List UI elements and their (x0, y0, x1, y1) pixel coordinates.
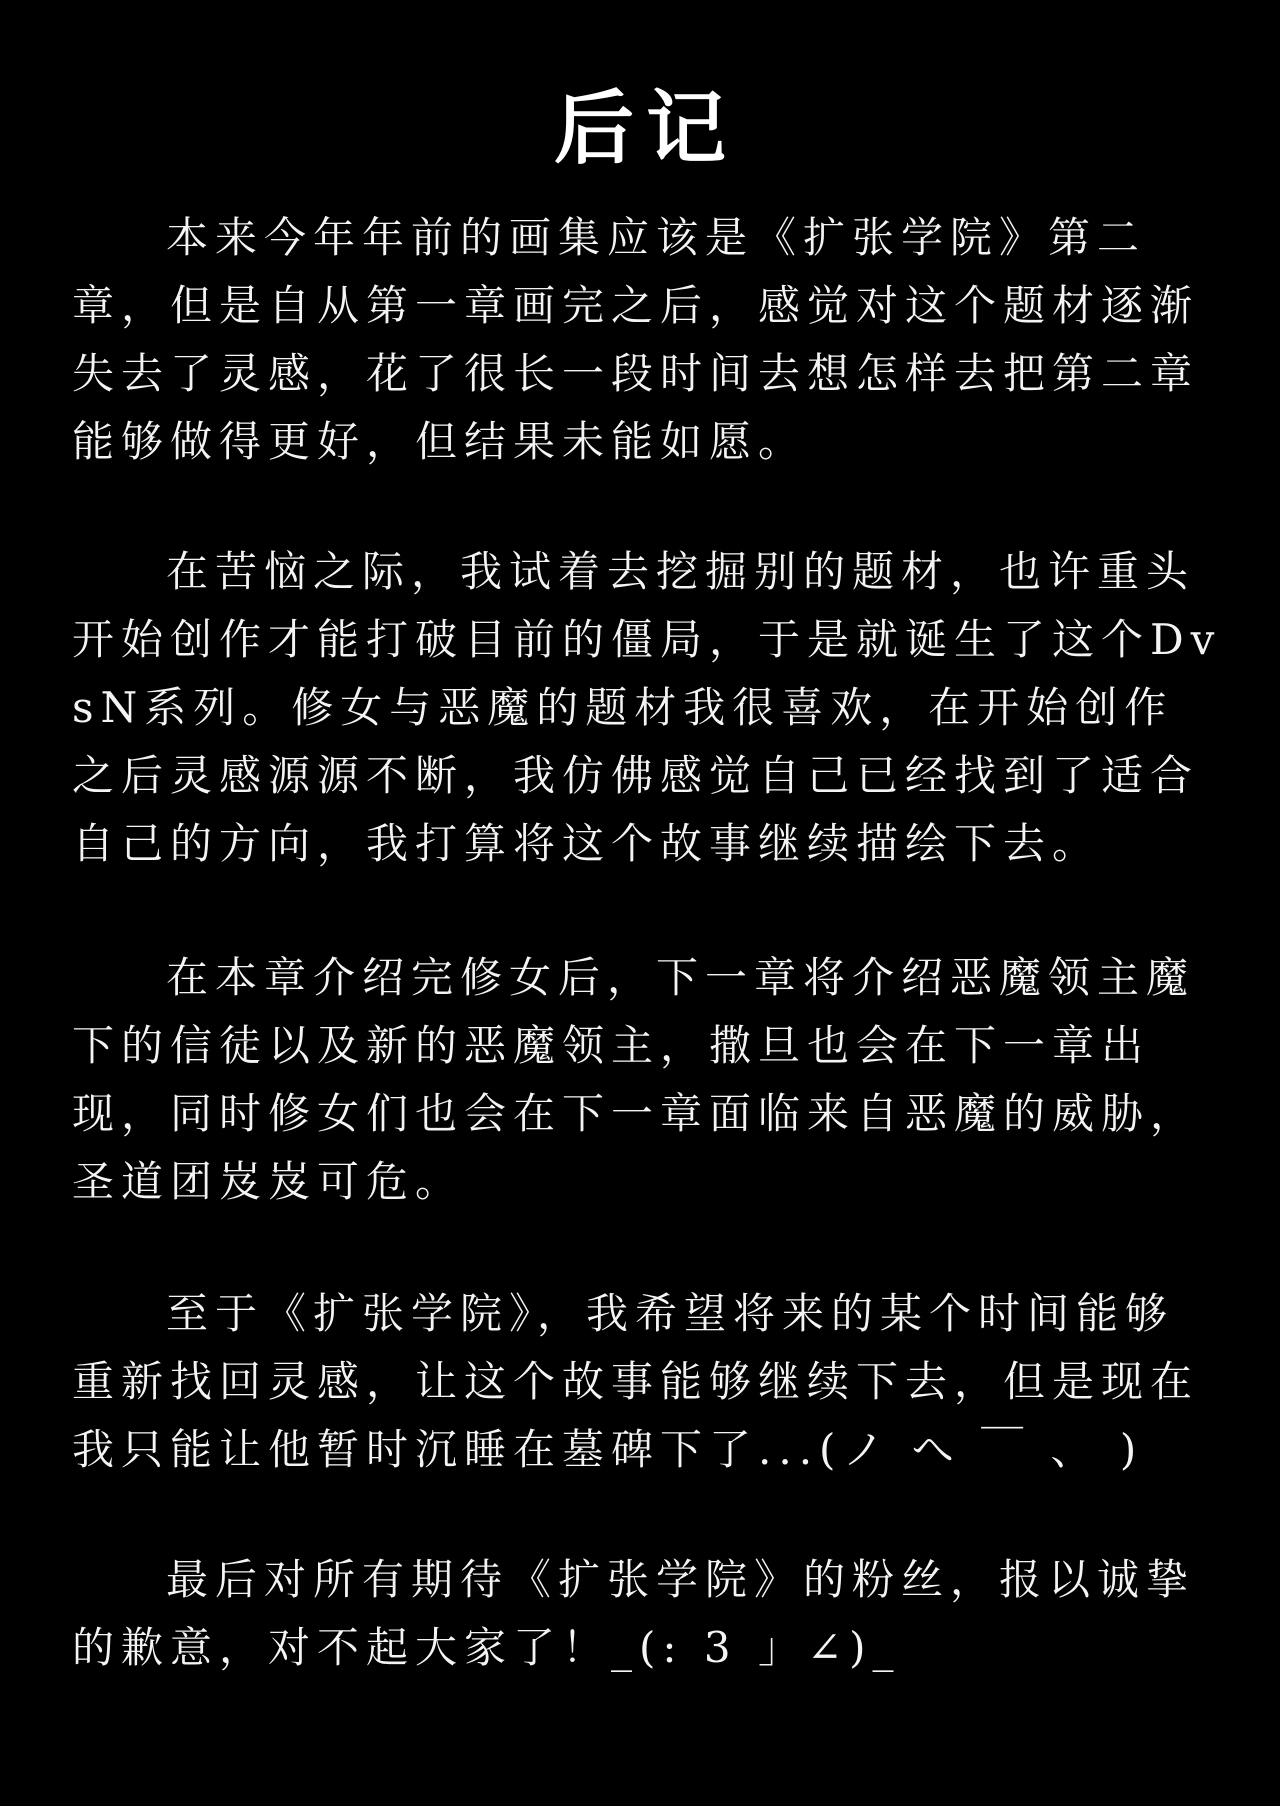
paragraph-4: 至于《扩张学院》，我希望将来的某个时间能够重新找回灵感，让这个故事能够继续下去，但是现在我只能让他暂时沉睡在墓碑下了...(ノ へ ￣ 、 ) (72, 1289, 1200, 1474)
paragraph-2: 在苦恼之际，我试着去挖掘别的题材，也许重头开始创作才能打破目前的僵局，于是就诞生了这个DvsN系列。修女与恶魔的题材我很喜欢，在开始创作之后灵感源源不断，我仿佛感觉自己已经找到了适合自己的方向，我打算将这个故事继续描绘下去。 (72, 547, 1222, 868)
paragraph-5: 最后对所有期待《扩张学院》的粉丝，报以诚挚的歉意，对不起大家了！_(: 3 」∠)_ (72, 1555, 1196, 1672)
paragraph-1: 本来今年年前的画集应该是《扩张学院》第二章，但是自从第一章画完之后，感觉对这个题材逐渐失去了灵感，花了很长一段时间去想怎样去把第二章能够做得更好，但结果未能如愿。 (72, 213, 1200, 466)
paragraph-3: 在本章介绍完修女后，下一章将介绍恶魔领主魔下的信徒以及新的恶魔领主，撒旦也会在下一章出现，同时修女们也会在下一章面临来自恶魔的威胁，圣道团岌岌可危。 (72, 953, 1200, 1206)
page-title: 后记 (554, 81, 738, 175)
